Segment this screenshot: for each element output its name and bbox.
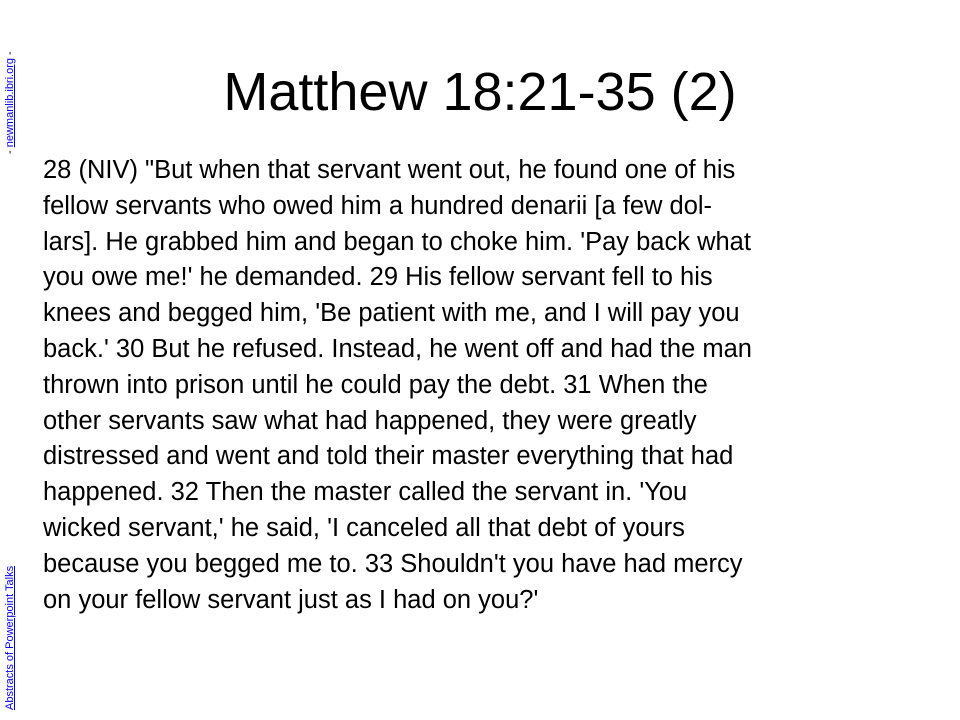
slide-title: Matthew 18:21-35 (2) — [223, 62, 737, 122]
abstracts-link[interactable]: Abstracts of Powerpoint Talks — [4, 565, 16, 710]
body-line: fellow servants who owed him a hundred denarii [a few dol- — [43, 191, 713, 220]
body-line: thrown into prison until he could pay the debt. 31 When the — [43, 370, 708, 399]
site-link[interactable]: newmanlib.ibri.org — [4, 58, 16, 148]
body-line: back.' 30 But he refused. Instead, he went off and had the man — [43, 334, 752, 363]
body-line: 28 (NIV) "But when that servant went out, he found one of his — [43, 156, 736, 184]
body-line: happened. 32 Then the master called the servant in. 'You — [43, 478, 688, 507]
site-credit-suffix: - — [4, 51, 16, 58]
body-line: on your fellow servant just as I had on you?' — [43, 585, 539, 614]
site-credit-prefix: - — [4, 147, 16, 154]
body-line: distressed and went and told their master everything that had — [43, 442, 734, 471]
abstracts-credit — [4, 566, 16, 710]
body-line: wicked servant,' he said, 'I canceled all that debt of yours — [43, 513, 685, 542]
body-line: lars]. He grabbed him and began to choke him. 'Pay back what — [43, 227, 751, 256]
body-line: you owe me!' he demanded. 29 His fellow servant fell to his — [43, 263, 713, 292]
body-line: because you begged me to. 33 Shouldn't you have had mercy — [43, 549, 743, 578]
slide-body — [43, 153, 923, 618]
body-line: other servants saw what had happened, they were greatly — [43, 406, 697, 435]
body-line: knees and begged him, 'Be patient with me, and I will pay you — [43, 299, 740, 328]
